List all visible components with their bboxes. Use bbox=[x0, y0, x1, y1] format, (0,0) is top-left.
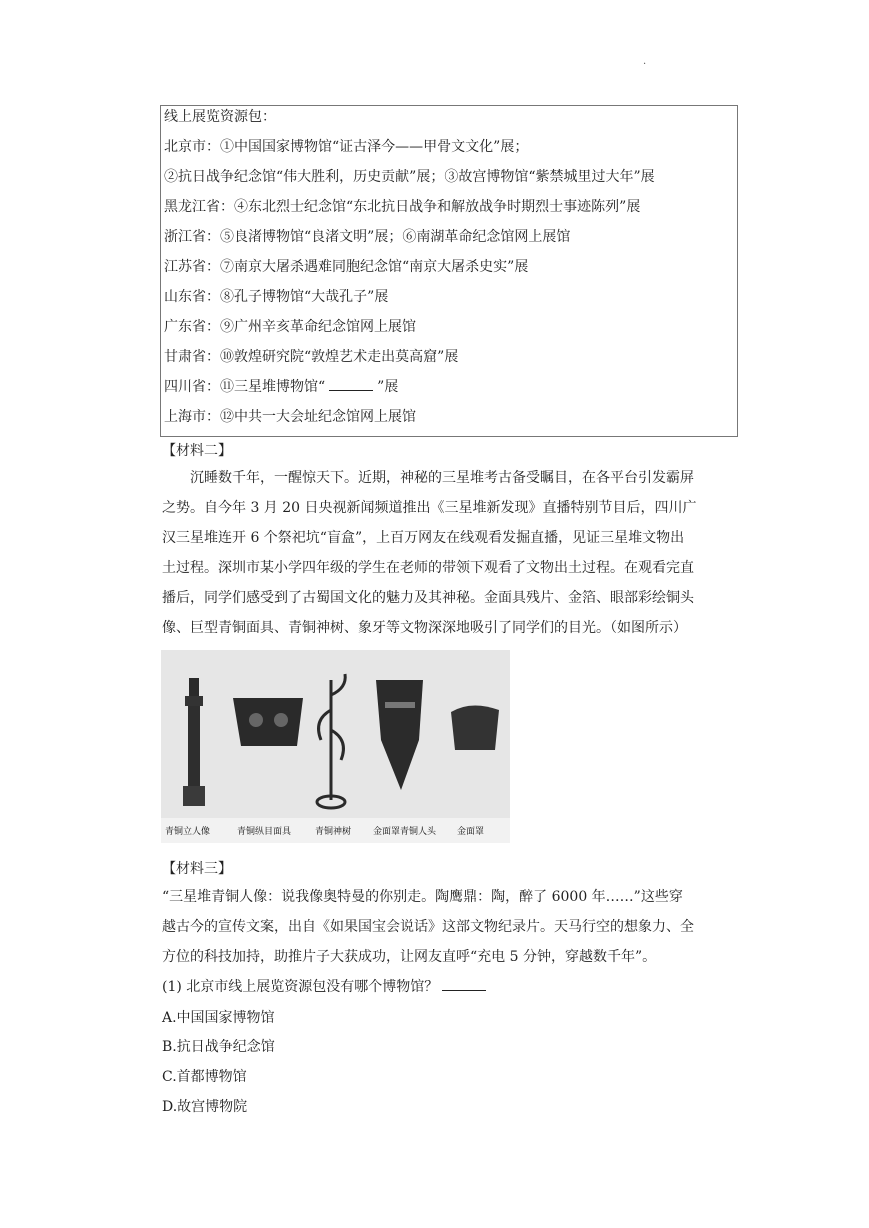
material3-heading: 【材料三】 bbox=[162, 861, 232, 877]
photo-caption: 金面罩 bbox=[457, 827, 485, 837]
page-mark: . bbox=[643, 56, 647, 67]
material2-line: 土过程。深圳市某小学四年级的学生在老师的带领下观看了文物出土过程。在观看完直 bbox=[162, 560, 694, 576]
resource-line-head: 四川省：⑪三星堆博物馆“ bbox=[164, 379, 326, 395]
material2-line: 沉睡数千年，一醒惊天下。近期，神秘的三星堆考古备受瞩目，在各平台引发霸屏 bbox=[162, 470, 694, 486]
answer-blank bbox=[329, 378, 373, 391]
option-c: C.首都博物馆 bbox=[162, 1069, 247, 1085]
resource-line-tail: ”展 bbox=[377, 379, 399, 395]
resource-line: ②抗日战争纪念馆“伟大胜利，历史贡献”展；③故宫博物馆“紫禁城里过大年”展 bbox=[164, 169, 655, 185]
resource-line: 江苏省：⑦南京大屠杀遇难同胞纪念馆“南京大屠杀史实”展 bbox=[164, 259, 529, 275]
photo-caption: 青铜神树 bbox=[315, 827, 352, 837]
material2-line: 之势。自今年 3 月 20 日央视新闻频道推出《三星堆新发现》直播特别节目后，四川广 bbox=[162, 500, 697, 516]
gold-mask-fragment-image bbox=[451, 705, 499, 750]
material3-line: 方位的科技加持，助推片子大获成功，让网友直呼“充电 5 分钟，穿越数千年”。 bbox=[162, 949, 657, 965]
resource-box bbox=[160, 105, 738, 437]
option-d: D.故宫博物院 bbox=[162, 1099, 248, 1115]
question-answer-blank bbox=[442, 978, 486, 991]
question-text: (1) 北京市线上展览资源包没有哪个博物馆？ bbox=[162, 979, 439, 995]
question-stem bbox=[162, 977, 490, 997]
material2-heading: 【材料二】 bbox=[162, 443, 232, 459]
resource-line: 山东省：⑧孔子博物馆“大哉孔子”展 bbox=[164, 289, 389, 305]
artifacts-photo bbox=[161, 650, 510, 843]
vertical-eye-mask-image bbox=[233, 698, 303, 746]
photo-caption: 金面罩青铜人头 bbox=[373, 827, 437, 837]
photo-caption: 青铜纵目面具 bbox=[237, 827, 292, 837]
resource-line: 甘肃省：⑩敦煌研究院“敦煌艺术走出莫高窟”展 bbox=[164, 349, 459, 365]
photo-caption: 青铜立人像 bbox=[165, 827, 211, 837]
material2-line: 汉三星堆连开 6 个祭祀坑“盲盒”，上百万网友在线观看发掘直播，见证三星堆文物出 bbox=[162, 530, 685, 546]
option-a: A.中国国家博物馆 bbox=[162, 1010, 275, 1026]
material3-line: 越古今的宣传文案，出自《如果国宝会说话》这部文物纪录片。天马行空的想象力、全 bbox=[162, 919, 694, 935]
option-b: B.抗日战争纪念馆 bbox=[162, 1039, 275, 1055]
resource-line: 广东省：⑨广州辛亥革命纪念馆网上展馆 bbox=[164, 319, 416, 335]
resource-line: 上海市：⑫中共一大会址纪念馆网上展馆 bbox=[164, 409, 416, 425]
resource-line: 浙江省：⑤良渚博物馆“良渚文明”展；⑥南湖革命纪念馆网上展馆 bbox=[164, 229, 571, 245]
material2-line: 播后，同学们感受到了古蜀国文化的魅力及其神秘。金面具残片、金箔、眼部彩绘铜头 bbox=[162, 590, 694, 606]
resource-title: 线上展览资源包： bbox=[164, 109, 276, 125]
resource-line: 黑龙江省：④东北烈士纪念馆“东北抗日战争和解放战争时期烈士事迹陈列”展 bbox=[164, 199, 641, 215]
resource-line: 北京市：①中国国家博物馆“证古泽今——甲骨文文化”展； bbox=[164, 139, 529, 155]
resource-line-blank bbox=[164, 377, 398, 397]
material2-line: 像、巨型青铜面具、青铜神树、象牙等文物深深地吸引了同学们的目光。（如图所示） bbox=[162, 620, 687, 636]
material3-line: “三星堆青铜人像：说我像奥特曼的你别走。陶鹰鼎：陶，醉了 6000 年……”这些穿 bbox=[162, 889, 683, 905]
